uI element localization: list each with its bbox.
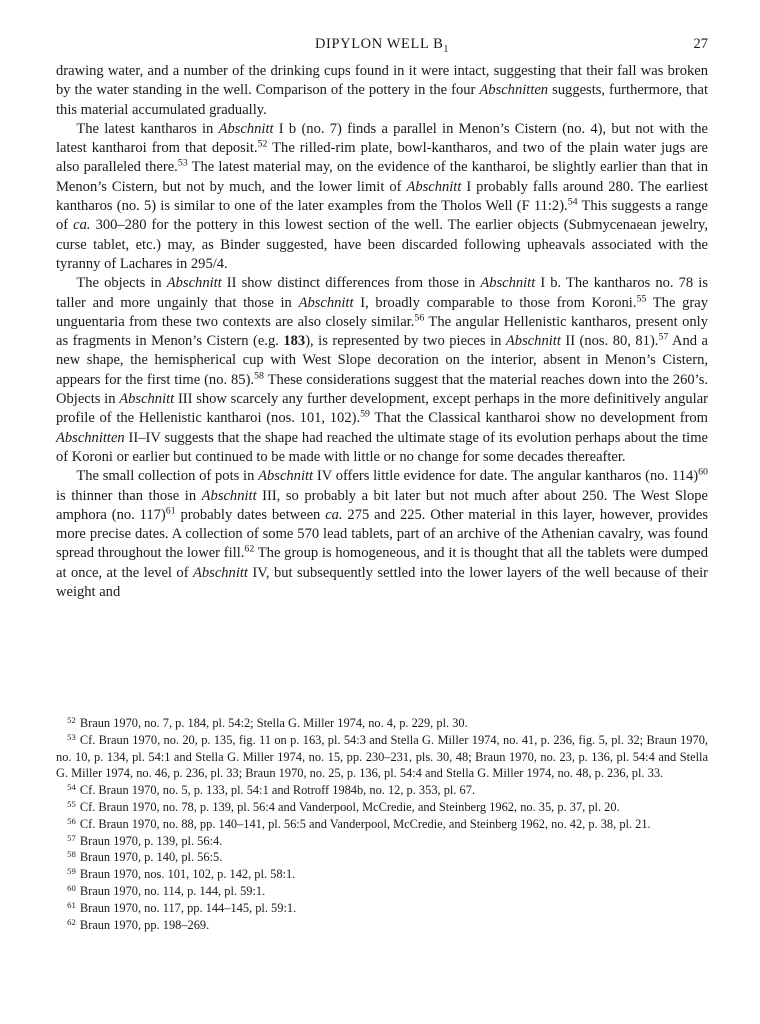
- text-run: The rilled-rim plate, bowl-kantharos, and two of the plain water jugs are also paralleled there.: [56, 140, 708, 176]
- italic-text: ca.: [73, 217, 91, 234]
- running-title: [56, 36, 708, 55]
- text-run: I, broadly comparable to those from Koroni.: [353, 294, 637, 311]
- italic-text: Abschnitt: [218, 120, 274, 137]
- footnote: [56, 917, 708, 934]
- footnote-reference: 54: [567, 196, 578, 208]
- italic-text: Abschnitten: [479, 82, 549, 99]
- italic-text: Abschnitt: [505, 333, 561, 350]
- footnote-text: Cf. Braun 1970, no. 78, p. 139, pl. 56:4 and Vanderpool, McCredie, and Steinberg 1962, no. 35, p. 37, pl. 20.: [79, 799, 620, 814]
- text-run: ), is represented by two pieces in: [305, 333, 506, 350]
- text-run: 300–280 for the pottery in this lowest section of the well. The earlier objects (Submycenaean jewelry, curse tablet, etc.) may, as Binder suggested, have been discarded following upheavals associated with the tyranny of Lachares in 295/4.: [56, 217, 708, 272]
- text-run: 275 and 225. Other material in this layer, however, provides more precise dates. A collection of some 570 lead tablets, part of an archive of the Athenian cavalry, was found spread throughout the lower fill.: [56, 506, 708, 562]
- italic-text: Abschnitt: [201, 487, 257, 504]
- running-head: [56, 36, 708, 62]
- italic-text: Abschnitt: [480, 275, 536, 292]
- footnote-text: Braun 1970, no. 117, pp. 144–145, pl. 59:1.: [79, 900, 297, 915]
- footnote-text: Cf. Braun 1970, no. 88, pp. 140–141, pl. 56:5 and Vanderpool, McCredie, and Steinberg 1962, no. 42, p. 38, pl. 21.: [79, 816, 651, 831]
- footnote: [56, 833, 708, 850]
- italic-text: Abschnitt: [258, 468, 314, 485]
- text-run: probably dates between: [175, 506, 326, 523]
- text-run: These considerations suggest that the material reaches down into the 260’s. Objects in: [56, 371, 708, 408]
- text-run: II show distinct differences from those in: [221, 275, 481, 292]
- footnote-number: 57: [67, 832, 76, 843]
- text-run: drawing water, and a number of the drinking cups found in it were intact, suggesting that their fall was broken by the water standing in the well. Comparison of the pottery in the four: [56, 63, 708, 99]
- footnote-text: Braun 1970, no. 7, p. 184, pl. 54:2; Stella G. Miller 1974, no. 4, p. 229, pl. 30.: [79, 716, 468, 730]
- italic-text: Abschnitt: [298, 294, 354, 311]
- text-run: IV offers little evidence for date. The angular kantharos (no. 114): [313, 468, 699, 485]
- text-run: The objects in: [76, 275, 167, 292]
- footnote: [56, 715, 708, 732]
- footnote-reference: 56: [414, 312, 425, 324]
- italic-text: Abschnitt: [166, 275, 222, 292]
- text-run: The latest material may, on the evidence of the kantharoi, be slightly earlier than that in Menon’s Cistern, but not by much, and the lower limit of: [56, 159, 708, 195]
- text-run: The gray unguentaria from these two contexts are also closely similar.: [56, 294, 708, 330]
- italic-text: Abschnitten: [56, 429, 125, 446]
- running-title-subscript: 1: [443, 43, 450, 55]
- footnote-reference: 58: [254, 370, 264, 382]
- book-page: [56, 36, 709, 932]
- body-paragraph: [56, 62, 708, 120]
- footnote: [56, 816, 708, 833]
- footnotes: [56, 715, 708, 933]
- footnote: [56, 849, 708, 866]
- footnote-reference: 60: [698, 466, 708, 478]
- footnote: [56, 799, 708, 816]
- footnote-reference: 55: [636, 293, 647, 305]
- italic-text: Abschnitt: [119, 391, 175, 408]
- footnote-text: Braun 1970, nos. 101, 102, p. 142, pl. 58:1.: [79, 867, 296, 882]
- footnote-number: 52: [67, 715, 76, 726]
- footnote-number: 56: [67, 815, 76, 826]
- body-paragraph: [56, 120, 708, 274]
- text-run: I b (no. 7) finds a parallel in Menon’s Cistern (no. 4), but not with the latest kantharoi from that deposit.: [56, 120, 708, 157]
- body-paragraph: [56, 467, 708, 602]
- footnote-reference: 52: [257, 138, 268, 150]
- text-run: The latest kantharos in: [76, 120, 219, 137]
- footnote-number: 61: [67, 899, 76, 910]
- footnote-number: 59: [67, 866, 76, 877]
- text-run: The small collection of pots in: [76, 468, 259, 485]
- footnote-reference: 61: [165, 505, 176, 517]
- footnote-reference: 62: [244, 543, 255, 555]
- footnote-text: Braun 1970, p. 139, pl. 56:4.: [79, 833, 223, 848]
- text-run: II–IV suggests that the shape had reached the ultimate stage of its evolution perhaps about the time of Koroni or earlier but continued to be made with little or no change for some decades thereafter.: [56, 429, 708, 465]
- italic-text: Abschnitt: [193, 564, 248, 581]
- footnote-text: Cf. Braun 1970, no. 5, p. 133, pl. 54:1 and Rotroff 1984b, no. 12, p. 353, pl. 67.: [79, 783, 476, 798]
- text-run: I probably falls around 280. The earliest kantharos (no. 5) is similar to one of the later examples from the Tholos Well (F 11:2).: [56, 178, 708, 215]
- text-run: The group is homogeneous, and it is thought that all the tablets were dumped at once, at the level of: [56, 545, 708, 581]
- text-run: I b. The kantharos no. 78 is taller and more ungainly that those in: [56, 275, 708, 311]
- footnote-reference: 57: [658, 331, 669, 343]
- text-run: And a new shape, the hemispherical cup with West Slope decoration on the interior, absent in Menon’s Cistern, appears for the first time (no. 85).: [56, 333, 709, 388]
- page-number: 27: [693, 36, 708, 52]
- text-run: is thinner than those in: [56, 487, 202, 504]
- footnote-reference: 59: [360, 408, 370, 420]
- text-run: III, so probably a bit later but not much after about 250. The West Slope amphora (no. 117): [56, 487, 708, 523]
- text-run: suggests, furthermore, that this material accumulated gradually.: [56, 82, 708, 118]
- footnote-text: Braun 1970, no. 114, p. 144, pl. 59:1.: [79, 883, 266, 898]
- body-paragraph: [56, 274, 708, 467]
- italic-text: ca.: [325, 506, 343, 523]
- footnote-number: 62: [67, 916, 76, 927]
- body-text: [56, 62, 708, 602]
- footnote: [56, 732, 708, 782]
- text-run: III show scarcely any further development, except perhaps in the more definitively angular profile of the Hellenistic kantharoi (nos. 101, 102).: [56, 391, 708, 427]
- footnote: [56, 883, 708, 900]
- text-run: The angular Hellenistic kantharos, present only as fragments in Menon’s Cistern (e.g.: [56, 313, 709, 350]
- bold-text: 183: [283, 333, 306, 350]
- running-title-text: DIPYLON WELL B: [314, 36, 444, 52]
- text-run: IV, but subsequently settled into the lower layers of the well because of their weight and: [56, 564, 708, 601]
- footnote-number: 54: [67, 782, 76, 793]
- text-run: This suggests a range of: [56, 198, 709, 234]
- footnote-text: Braun 1970, p. 140, pl. 56:5.: [79, 850, 223, 865]
- text-run: That the Classical kantharoi show no development from: [369, 410, 708, 427]
- footnote: [56, 782, 708, 799]
- footnote-number: 53: [67, 731, 76, 742]
- footnote-reference: 53: [177, 158, 188, 170]
- footnote-number: 55: [67, 799, 76, 810]
- footnote: [56, 900, 708, 917]
- footnote-text: Cf. Braun 1970, no. 20, p. 135, fig. 11 on p. 163, pl. 54:3 and Stella G. Miller 1974, no. 41, p. 236, fig. 5, pl. 32; Braun 1970, no. 10, p. 134, pl. 54:1 and Stella G. Miller 1974, no. 15, pp. 230–231, pls. 30, 48; Braun 1970, no. 23, p. 136, pl. 54:4 and Stella G. Miller 1974, no. 46, p. 236, pl. 33; Braun 1970, no. 25, p. 136, pl. 54:4 and Stella G. Miller 1974, no. 48, p. 236, pl. 33.: [56, 732, 708, 781]
- footnote: [56, 866, 708, 883]
- footnote-number: 60: [67, 883, 76, 894]
- footnote-number: 58: [67, 849, 76, 860]
- italic-text: Abschnitt: [406, 178, 462, 195]
- footnote-text: Braun 1970, pp. 198–269.: [79, 917, 210, 932]
- text-run: II (nos. 80, 81).: [560, 333, 659, 350]
